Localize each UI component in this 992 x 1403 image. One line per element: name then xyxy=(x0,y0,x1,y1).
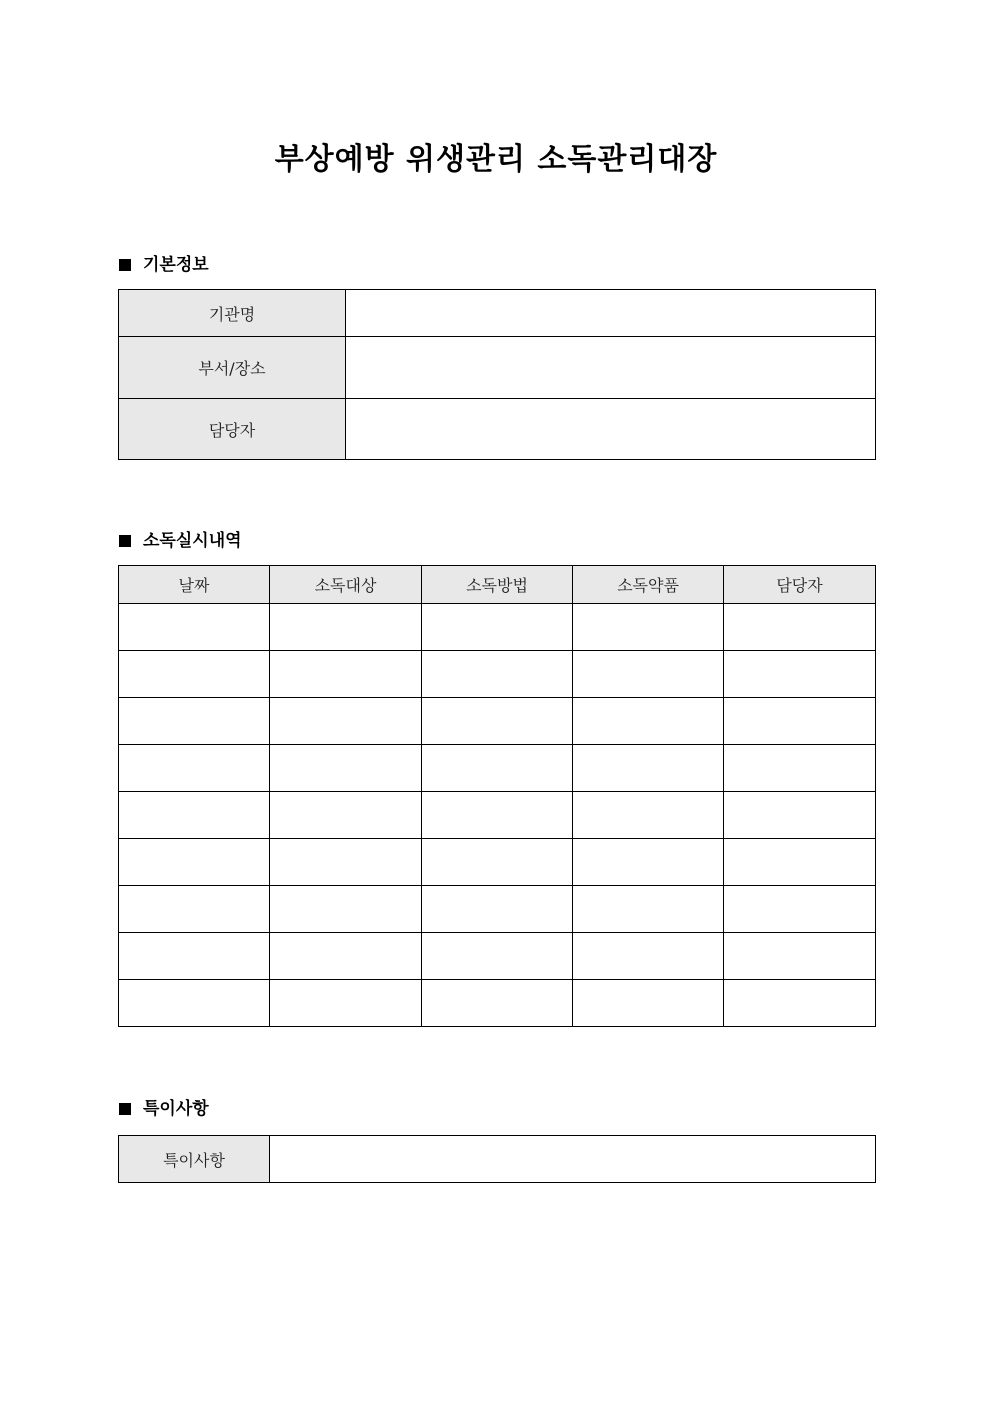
notes-field[interactable] xyxy=(270,1136,876,1183)
target-cell[interactable] xyxy=(270,604,422,651)
notes-label: 특이사항 xyxy=(119,1136,270,1183)
table-row xyxy=(119,1136,876,1183)
date-cell[interactable] xyxy=(119,886,270,933)
manager-cell[interactable] xyxy=(724,886,876,933)
table-row xyxy=(119,980,876,1027)
target-cell[interactable] xyxy=(270,792,422,839)
table-row xyxy=(119,745,876,792)
column-header-date: 날짜 xyxy=(119,566,270,604)
org-name-label: 기관명 xyxy=(119,290,346,337)
basic-info-heading-text: 기본정보 xyxy=(143,255,209,275)
method-cell[interactable] xyxy=(422,792,573,839)
disinfection-log-heading-text: 소독실시내역 xyxy=(143,531,242,551)
org-name-field[interactable] xyxy=(346,290,876,337)
method-cell[interactable] xyxy=(422,886,573,933)
manager-field[interactable] xyxy=(346,399,876,460)
method-cell[interactable] xyxy=(422,980,573,1027)
chemical-cell[interactable] xyxy=(573,651,724,698)
notes-table xyxy=(118,1135,876,1183)
manager-cell[interactable] xyxy=(724,933,876,980)
date-cell[interactable] xyxy=(119,698,270,745)
chemical-cell[interactable] xyxy=(573,792,724,839)
method-cell[interactable] xyxy=(422,745,573,792)
table-row xyxy=(119,933,876,980)
chemical-cell[interactable] xyxy=(573,604,724,651)
chemical-cell[interactable] xyxy=(573,933,724,980)
column-header-method: 소독방법 xyxy=(422,566,573,604)
basic-info-table xyxy=(118,289,876,460)
table-row xyxy=(119,399,876,460)
table-row xyxy=(119,839,876,886)
table-row xyxy=(119,651,876,698)
manager-cell[interactable] xyxy=(724,980,876,1027)
date-cell[interactable] xyxy=(119,745,270,792)
notes-heading-text: 특이사항 xyxy=(143,1099,209,1119)
table-row xyxy=(119,886,876,933)
chemical-cell[interactable] xyxy=(573,745,724,792)
chemical-cell[interactable] xyxy=(573,886,724,933)
date-cell[interactable] xyxy=(119,933,270,980)
basic-info-heading xyxy=(119,253,209,277)
notes-heading xyxy=(119,1097,209,1121)
dept-location-label: 부서/장소 xyxy=(119,337,346,399)
method-cell[interactable] xyxy=(422,933,573,980)
document-title: 부상예방 위생관리 소독관리대장 xyxy=(274,142,718,177)
dept-location-field[interactable] xyxy=(346,337,876,399)
date-cell[interactable] xyxy=(119,839,270,886)
manager-cell[interactable] xyxy=(724,698,876,745)
target-cell[interactable] xyxy=(270,745,422,792)
manager-cell[interactable] xyxy=(724,839,876,886)
target-cell[interactable] xyxy=(270,980,422,1027)
manager-cell[interactable] xyxy=(724,651,876,698)
disinfection-log-heading xyxy=(119,529,242,553)
date-cell[interactable] xyxy=(119,604,270,651)
square-bullet-icon xyxy=(119,1103,131,1115)
column-header-manager: 담당자 xyxy=(724,566,876,604)
table-row xyxy=(119,604,876,651)
date-cell[interactable] xyxy=(119,792,270,839)
table-row xyxy=(119,792,876,839)
target-cell[interactable] xyxy=(270,651,422,698)
square-bullet-icon xyxy=(119,259,131,271)
date-cell[interactable] xyxy=(119,980,270,1027)
target-cell[interactable] xyxy=(270,886,422,933)
method-cell[interactable] xyxy=(422,651,573,698)
column-header-chemical: 소독약품 xyxy=(573,566,724,604)
date-cell[interactable] xyxy=(119,651,270,698)
manager-cell[interactable] xyxy=(724,745,876,792)
target-cell[interactable] xyxy=(270,933,422,980)
chemical-cell[interactable] xyxy=(573,698,724,745)
table-row xyxy=(119,698,876,745)
chemical-cell[interactable] xyxy=(573,980,724,1027)
manager-cell[interactable] xyxy=(724,604,876,651)
method-cell[interactable] xyxy=(422,698,573,745)
target-cell[interactable] xyxy=(270,839,422,886)
manager-label: 담당자 xyxy=(119,399,346,460)
square-bullet-icon xyxy=(119,535,131,547)
chemical-cell[interactable] xyxy=(573,839,724,886)
method-cell[interactable] xyxy=(422,604,573,651)
disinfection-log-table xyxy=(118,565,876,1027)
table-row xyxy=(119,290,876,337)
manager-cell[interactable] xyxy=(724,792,876,839)
target-cell[interactable] xyxy=(270,698,422,745)
table-header-row xyxy=(119,566,876,604)
method-cell[interactable] xyxy=(422,839,573,886)
column-header-target: 소독대상 xyxy=(270,566,422,604)
table-row xyxy=(119,337,876,399)
